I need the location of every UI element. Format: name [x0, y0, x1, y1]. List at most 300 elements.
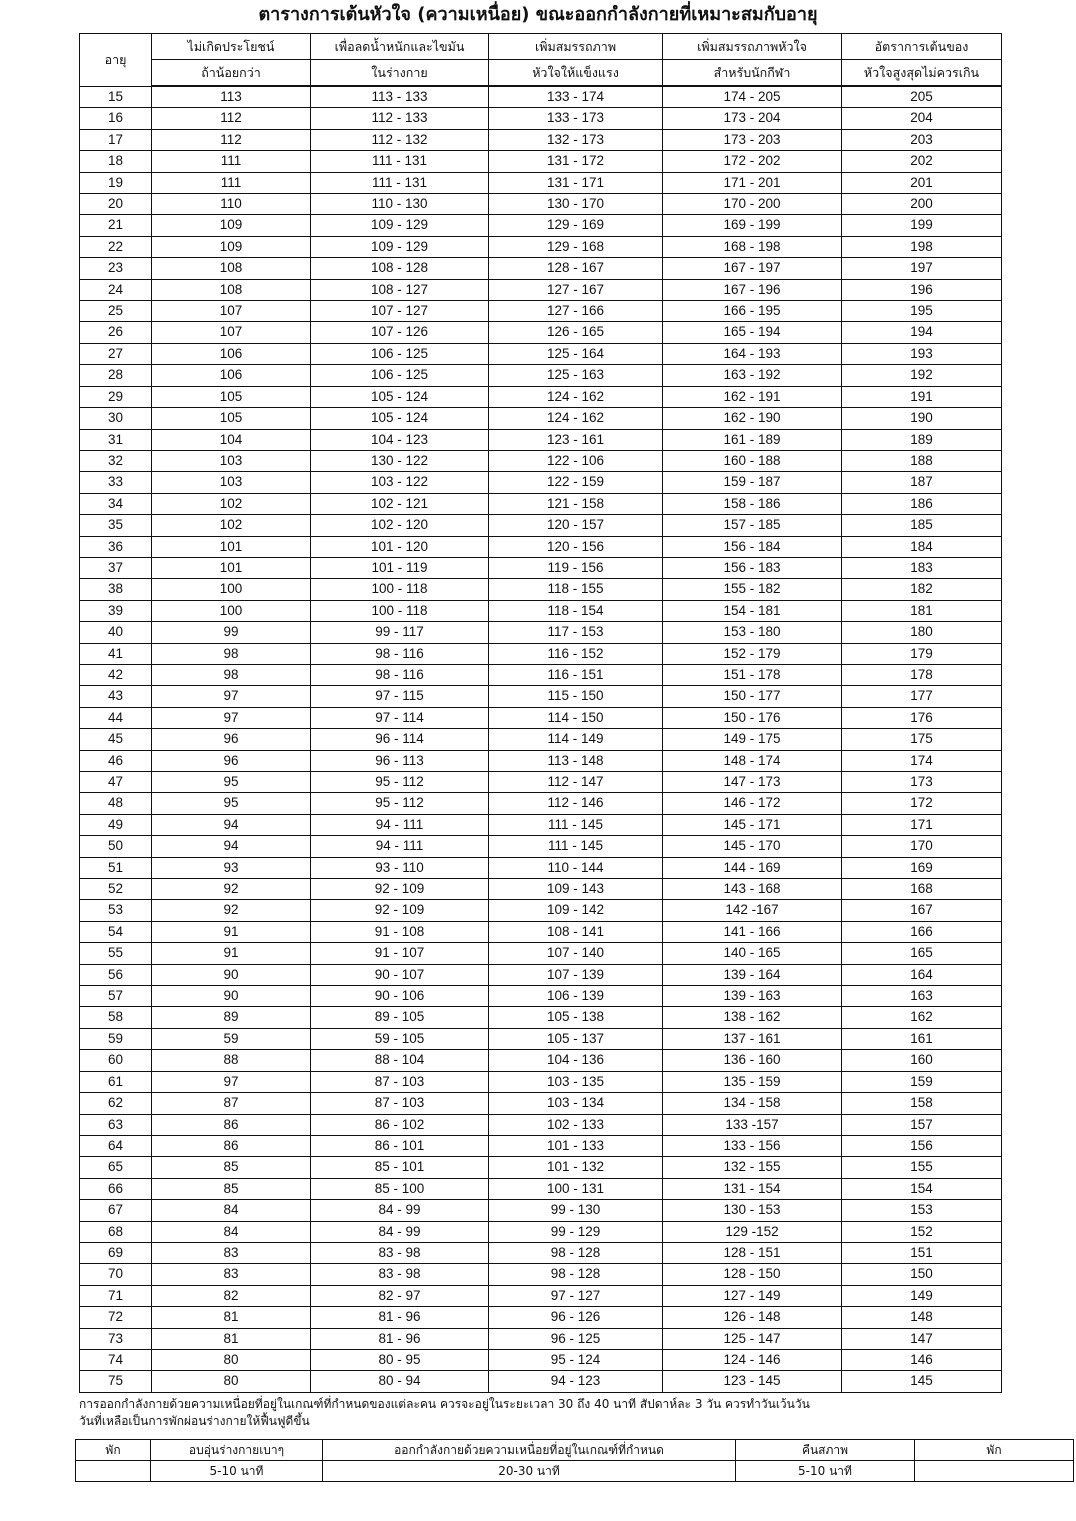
table-cell: 84 - 99	[311, 1221, 489, 1242]
table-cell: 128 - 151	[663, 1242, 842, 1263]
table-cell: 107 - 140	[489, 943, 663, 964]
table-cell: 103 - 135	[489, 1071, 663, 1092]
table-cell: 119 - 156	[489, 557, 663, 578]
table-row	[80, 322, 1002, 343]
table-cell: 127 - 166	[489, 301, 663, 322]
table-cell: 86	[152, 1135, 311, 1156]
schedule-duration-warmup: 5-10 นาที	[151, 1461, 323, 1482]
table-cell: 26	[80, 322, 152, 343]
table-cell: 152 - 179	[663, 643, 842, 664]
table-cell: 109 - 129	[311, 215, 489, 236]
table-cell: 71	[80, 1285, 152, 1306]
table-cell: 146 - 172	[663, 793, 842, 814]
schedule-duration-cooldown: 5-10 นาที	[736, 1461, 915, 1482]
table-cell: 87	[152, 1093, 311, 1114]
table-cell: 92 - 109	[311, 900, 489, 921]
table-row	[80, 365, 1002, 386]
table-cell: 169	[842, 857, 1002, 878]
table-cell: 97	[152, 686, 311, 707]
table-cell: 94 - 111	[311, 814, 489, 835]
table-cell: 60	[80, 1050, 152, 1071]
table-cell: 131 - 171	[489, 172, 663, 193]
table-cell: 85	[152, 1157, 311, 1178]
table-cell: 104 - 136	[489, 1050, 663, 1071]
table-cell: 125 - 164	[489, 343, 663, 364]
schedule-label-rest-end: พัก	[915, 1440, 1074, 1461]
table-row	[80, 1114, 1002, 1135]
table-cell: 98 - 128	[489, 1242, 663, 1263]
table-cell: 112 - 132	[311, 129, 489, 150]
table-cell: 172	[842, 793, 1002, 814]
table-cell: 103 - 134	[489, 1093, 663, 1114]
table-cell: 158 - 186	[663, 493, 842, 514]
table-cell: 152	[842, 1221, 1002, 1242]
table-cell: 134 - 158	[663, 1093, 842, 1114]
table-cell: 105	[152, 408, 311, 429]
table-cell: 98 - 116	[311, 643, 489, 664]
table-cell: 163	[842, 986, 1002, 1007]
table-cell: 108 - 141	[489, 921, 663, 942]
table-cell: 101 - 119	[311, 557, 489, 578]
table-row	[80, 579, 1002, 600]
table-cell: 154 - 181	[663, 600, 842, 621]
header-row-1	[80, 34, 1002, 60]
table-cell: 66	[80, 1178, 152, 1199]
table-cell: 106 - 139	[489, 986, 663, 1007]
header-col-5-sub: หัวใจสูงสุดไม่ควรเกิน	[842, 60, 1002, 87]
table-cell: 91	[152, 943, 311, 964]
table-row	[80, 151, 1002, 172]
table-cell: 106	[152, 365, 311, 386]
table-cell: 148	[842, 1307, 1002, 1328]
table-cell: 205	[842, 86, 1002, 108]
table-cell: 92	[152, 879, 311, 900]
table-cell: 204	[842, 108, 1002, 129]
table-row	[80, 857, 1002, 878]
table-cell: 185	[842, 515, 1002, 536]
table-cell: 96 - 126	[489, 1307, 663, 1328]
table-cell: 84	[152, 1221, 311, 1242]
table-cell: 155	[842, 1157, 1002, 1178]
table-body	[80, 86, 1002, 1392]
table-cell: 102 - 120	[311, 515, 489, 536]
table-cell: 80	[152, 1349, 311, 1370]
table-cell: 103	[152, 450, 311, 471]
table-row	[80, 1328, 1002, 1349]
table-cell: 149	[842, 1285, 1002, 1306]
table-cell: 81 - 96	[311, 1328, 489, 1349]
table-cell: 118 - 154	[489, 600, 663, 621]
table-row	[80, 729, 1002, 750]
table-cell: 107	[152, 322, 311, 343]
header-col-3: เพิ่มสมรรถภาพ	[489, 34, 663, 60]
table-cell: 94 - 111	[311, 836, 489, 857]
table-cell: 151	[842, 1242, 1002, 1263]
table-cell: 200	[842, 194, 1002, 215]
table-row	[80, 964, 1002, 985]
table-cell: 98 - 116	[311, 664, 489, 685]
table-row	[80, 1178, 1002, 1199]
schedule-label-row	[76, 1440, 1074, 1461]
table-cell: 27	[80, 343, 152, 364]
table-cell: 137 - 161	[663, 1028, 842, 1049]
table-row	[80, 236, 1002, 257]
table-cell: 107 - 126	[311, 322, 489, 343]
schedule-label-cooldown: คืนสภาพ	[736, 1440, 915, 1461]
table-row	[80, 258, 1002, 279]
table-cell: 104	[152, 429, 311, 450]
table-cell: 28	[80, 365, 152, 386]
table-cell: 182	[842, 579, 1002, 600]
table-cell: 118 - 155	[489, 579, 663, 600]
table-cell: 198	[842, 236, 1002, 257]
table-cell: 172 - 202	[663, 151, 842, 172]
exercise-schedule-table	[75, 1439, 1074, 1482]
table-cell: 145 - 170	[663, 836, 842, 857]
table-cell: 85	[152, 1178, 311, 1199]
table-cell: 90	[152, 986, 311, 1007]
table-cell: 36	[80, 536, 152, 557]
table-cell: 178	[842, 664, 1002, 685]
table-cell: 122 - 159	[489, 472, 663, 493]
table-cell: 105 - 124	[311, 386, 489, 407]
table-cell: 109 - 142	[489, 900, 663, 921]
table-cell: 67	[80, 1200, 152, 1221]
table-cell: 96 - 113	[311, 750, 489, 771]
table-cell: 20	[80, 194, 152, 215]
table-cell: 142 -167	[663, 900, 842, 921]
table-cell: 37	[80, 557, 152, 578]
table-cell: 22	[80, 236, 152, 257]
table-cell: 111	[152, 172, 311, 193]
table-cell: 63	[80, 1114, 152, 1135]
table-cell: 153	[842, 1200, 1002, 1221]
table-row	[80, 450, 1002, 471]
table-cell: 113 - 133	[311, 86, 489, 108]
table-row	[80, 172, 1002, 193]
table-cell: 62	[80, 1093, 152, 1114]
table-cell: 57	[80, 986, 152, 1007]
table-cell: 83	[152, 1242, 311, 1263]
table-cell: 107 - 139	[489, 964, 663, 985]
table-row	[80, 793, 1002, 814]
table-row	[80, 515, 1002, 536]
table-cell: 115 - 150	[489, 686, 663, 707]
table-cell: 15	[80, 86, 152, 108]
table-row	[80, 129, 1002, 150]
table-cell: 23	[80, 258, 152, 279]
table-cell: 168 - 198	[663, 236, 842, 257]
table-row	[80, 772, 1002, 793]
table-row	[80, 557, 1002, 578]
table-cell: 125 - 163	[489, 365, 663, 386]
table-cell: 106 - 125	[311, 343, 489, 364]
header-col-4: เพิ่มสมรรถภาพหัวใจ	[663, 34, 842, 60]
table-cell: 170	[842, 836, 1002, 857]
table-cell: 138 - 162	[663, 1007, 842, 1028]
table-cell: 114 - 149	[489, 729, 663, 750]
table-cell: 145 - 171	[663, 814, 842, 835]
table-cell: 140 - 165	[663, 943, 842, 964]
table-cell: 201	[842, 172, 1002, 193]
schedule-label-exercise: ออกกำลังกายด้วยความเหนื่อยที่อยู่ในเกณฑ์ที่กำหนด	[323, 1440, 736, 1461]
table-cell: 128 - 150	[663, 1264, 842, 1285]
table-cell: 80 - 95	[311, 1349, 489, 1370]
table-cell: 68	[80, 1221, 152, 1242]
table-cell: 41	[80, 643, 152, 664]
table-cell: 125 - 147	[663, 1328, 842, 1349]
header-row-2	[80, 60, 1002, 87]
table-cell: 97	[152, 1071, 311, 1092]
table-cell: 122 - 106	[489, 450, 663, 471]
table-cell: 121 - 158	[489, 493, 663, 514]
table-cell: 89 - 105	[311, 1007, 489, 1028]
table-cell: 101 - 120	[311, 536, 489, 557]
table-cell: 156 - 183	[663, 557, 842, 578]
table-row	[80, 408, 1002, 429]
table-cell: 123 - 161	[489, 429, 663, 450]
table-cell: 45	[80, 729, 152, 750]
table-cell: 153 - 180	[663, 622, 842, 643]
table-cell: 132 - 155	[663, 1157, 842, 1178]
table-row	[80, 943, 1002, 964]
table-cell: 106 - 125	[311, 365, 489, 386]
table-cell: 105 - 124	[311, 408, 489, 429]
table-cell: 85 - 101	[311, 1157, 489, 1178]
table-cell: 16	[80, 108, 152, 129]
table-cell: 100	[152, 579, 311, 600]
table-cell: 167 - 196	[663, 279, 842, 300]
table-cell: 197	[842, 258, 1002, 279]
table-cell: 80 - 94	[311, 1371, 489, 1392]
table-cell: 160 - 188	[663, 450, 842, 471]
table-row	[80, 686, 1002, 707]
table-cell: 99	[152, 622, 311, 643]
table-cell: 133 - 156	[663, 1135, 842, 1156]
table-cell: 90 - 107	[311, 964, 489, 985]
table-row	[80, 1264, 1002, 1285]
table-cell: 139 - 164	[663, 964, 842, 985]
table-cell: 100	[152, 600, 311, 621]
table-cell: 173 - 203	[663, 129, 842, 150]
table-cell: 195	[842, 301, 1002, 322]
table-cell: 143 - 168	[663, 879, 842, 900]
table-cell: 87 - 103	[311, 1093, 489, 1114]
table-cell: 145	[842, 1371, 1002, 1392]
table-cell: 110 - 144	[489, 857, 663, 878]
table-cell: 133 -157	[663, 1114, 842, 1135]
table-cell: 110	[152, 194, 311, 215]
table-cell: 85 - 100	[311, 1178, 489, 1199]
schedule-label-warmup: อบอุ่นร่างกายเบาๆ	[151, 1440, 323, 1461]
table-cell: 98 - 128	[489, 1264, 663, 1285]
table-cell: 155 - 182	[663, 579, 842, 600]
table-cell: 150 - 177	[663, 686, 842, 707]
table-cell: 96 - 114	[311, 729, 489, 750]
table-cell: 164	[842, 964, 1002, 985]
table-cell: 157 - 185	[663, 515, 842, 536]
table-cell: 91 - 108	[311, 921, 489, 942]
table-cell: 120 - 157	[489, 515, 663, 536]
table-cell: 108	[152, 279, 311, 300]
table-cell: 31	[80, 429, 152, 450]
table-cell: 133 - 174	[489, 86, 663, 108]
table-cell: 177	[842, 686, 1002, 707]
table-row	[80, 900, 1002, 921]
table-cell: 89	[152, 1007, 311, 1028]
header-age: อายุ	[80, 34, 152, 87]
table-cell: 159	[842, 1071, 1002, 1092]
table-cell: 190	[842, 408, 1002, 429]
table-cell: 100 - 118	[311, 579, 489, 600]
table-row	[80, 429, 1002, 450]
table-row	[80, 1200, 1002, 1221]
table-row	[80, 814, 1002, 835]
table-cell: 116 - 152	[489, 643, 663, 664]
table-cell: 109 - 143	[489, 879, 663, 900]
table-cell: 173	[842, 772, 1002, 793]
table-cell: 99 - 117	[311, 622, 489, 643]
table-cell: 95 - 112	[311, 772, 489, 793]
table-cell: 70	[80, 1264, 152, 1285]
table-cell: 124 - 162	[489, 408, 663, 429]
table-cell: 108	[152, 258, 311, 279]
table-cell: 74	[80, 1349, 152, 1370]
table-cell: 165 - 194	[663, 322, 842, 343]
table-cell: 94	[152, 836, 311, 857]
table-cell: 99 - 130	[489, 1200, 663, 1221]
table-cell: 109 - 129	[311, 236, 489, 257]
table-cell: 109	[152, 215, 311, 236]
table-cell: 167 - 197	[663, 258, 842, 279]
table-cell: 97	[152, 707, 311, 728]
table-cell: 181	[842, 600, 1002, 621]
table-cell: 117 - 153	[489, 622, 663, 643]
table-cell: 120 - 156	[489, 536, 663, 557]
table-cell: 29	[80, 386, 152, 407]
header-col-2: เพื่อลดน้ำหนักและไขมัน	[311, 34, 489, 60]
table-cell: 102	[152, 515, 311, 536]
header-col-1: ไม่เกิดประโยชน์	[152, 34, 311, 60]
header-col-1-sub: ถ้าน้อยกว่า	[152, 60, 311, 87]
table-cell: 124 - 146	[663, 1349, 842, 1370]
table-cell: 130 - 153	[663, 1200, 842, 1221]
table-cell: 199	[842, 215, 1002, 236]
table-cell: 97 - 127	[489, 1285, 663, 1306]
table-cell: 84 - 99	[311, 1200, 489, 1221]
schedule-duration-rest-end	[915, 1461, 1074, 1482]
table-cell: 149 - 175	[663, 729, 842, 750]
table-cell: 180	[842, 622, 1002, 643]
table-cell: 96	[152, 750, 311, 771]
table-cell: 25	[80, 301, 152, 322]
table-cell: 109	[152, 236, 311, 257]
table-cell: 188	[842, 450, 1002, 471]
table-cell: 135 - 159	[663, 1071, 842, 1092]
table-cell: 87 - 103	[311, 1071, 489, 1092]
table-cell: 102 - 121	[311, 493, 489, 514]
table-cell: 161 - 189	[663, 429, 842, 450]
table-cell: 83 - 98	[311, 1242, 489, 1263]
table-cell: 52	[80, 879, 152, 900]
table-cell: 150	[842, 1264, 1002, 1285]
table-cell: 107	[152, 301, 311, 322]
table-cell: 84	[152, 1200, 311, 1221]
table-row	[80, 194, 1002, 215]
table-cell: 146	[842, 1349, 1002, 1370]
table-cell: 176	[842, 707, 1002, 728]
table-cell: 58	[80, 1007, 152, 1028]
table-cell: 166	[842, 921, 1002, 942]
table-cell: 92 - 109	[311, 879, 489, 900]
table-cell: 126 - 165	[489, 322, 663, 343]
table-cell: 95 - 124	[489, 1349, 663, 1370]
table-cell: 30	[80, 408, 152, 429]
table-cell: 50	[80, 836, 152, 857]
table-cell: 130 - 170	[489, 194, 663, 215]
table-cell: 112 - 147	[489, 772, 663, 793]
table-cell: 157	[842, 1114, 1002, 1135]
table-cell: 40	[80, 622, 152, 643]
table-cell: 203	[842, 129, 1002, 150]
table-cell: 53	[80, 900, 152, 921]
table-row	[80, 279, 1002, 300]
table-row	[80, 1157, 1002, 1178]
table-cell: 131 - 154	[663, 1178, 842, 1199]
table-cell: 88	[152, 1050, 311, 1071]
table-cell: 95	[152, 772, 311, 793]
table-cell: 81	[152, 1307, 311, 1328]
table-cell: 193	[842, 343, 1002, 364]
table-cell: 92	[152, 900, 311, 921]
table-row	[80, 836, 1002, 857]
table-row	[80, 493, 1002, 514]
table-cell: 111 - 145	[489, 814, 663, 835]
table-cell: 147 - 173	[663, 772, 842, 793]
table-cell: 160	[842, 1050, 1002, 1071]
table-cell: 108 - 127	[311, 279, 489, 300]
table-cell: 42	[80, 664, 152, 685]
table-cell: 186	[842, 493, 1002, 514]
table-row	[80, 1242, 1002, 1263]
table-row	[80, 707, 1002, 728]
table-row	[80, 750, 1002, 771]
table-cell: 102 - 133	[489, 1114, 663, 1135]
table-row	[80, 643, 1002, 664]
table-row	[80, 386, 1002, 407]
table-row	[80, 622, 1002, 643]
table-cell: 196	[842, 279, 1002, 300]
table-cell: 83 - 98	[311, 1264, 489, 1285]
table-cell: 80	[152, 1371, 311, 1392]
table-cell: 73	[80, 1328, 152, 1349]
table-cell: 171	[842, 814, 1002, 835]
table-cell: 24	[80, 279, 152, 300]
table-cell: 127 - 167	[489, 279, 663, 300]
table-cell: 116 - 151	[489, 664, 663, 685]
table-row	[80, 472, 1002, 493]
table-cell: 166 - 195	[663, 301, 842, 322]
table-row	[80, 1028, 1002, 1049]
header-col-5: อัตราการเต้นของ	[842, 34, 1002, 60]
table-cell: 159 - 187	[663, 472, 842, 493]
note	[79, 1396, 1019, 1430]
table-cell: 98	[152, 643, 311, 664]
header-col-2-sub: ในร่างกาย	[311, 60, 489, 87]
table-cell: 158	[842, 1093, 1002, 1114]
table-cell: 139 - 163	[663, 986, 842, 1007]
table-cell: 167	[842, 900, 1002, 921]
